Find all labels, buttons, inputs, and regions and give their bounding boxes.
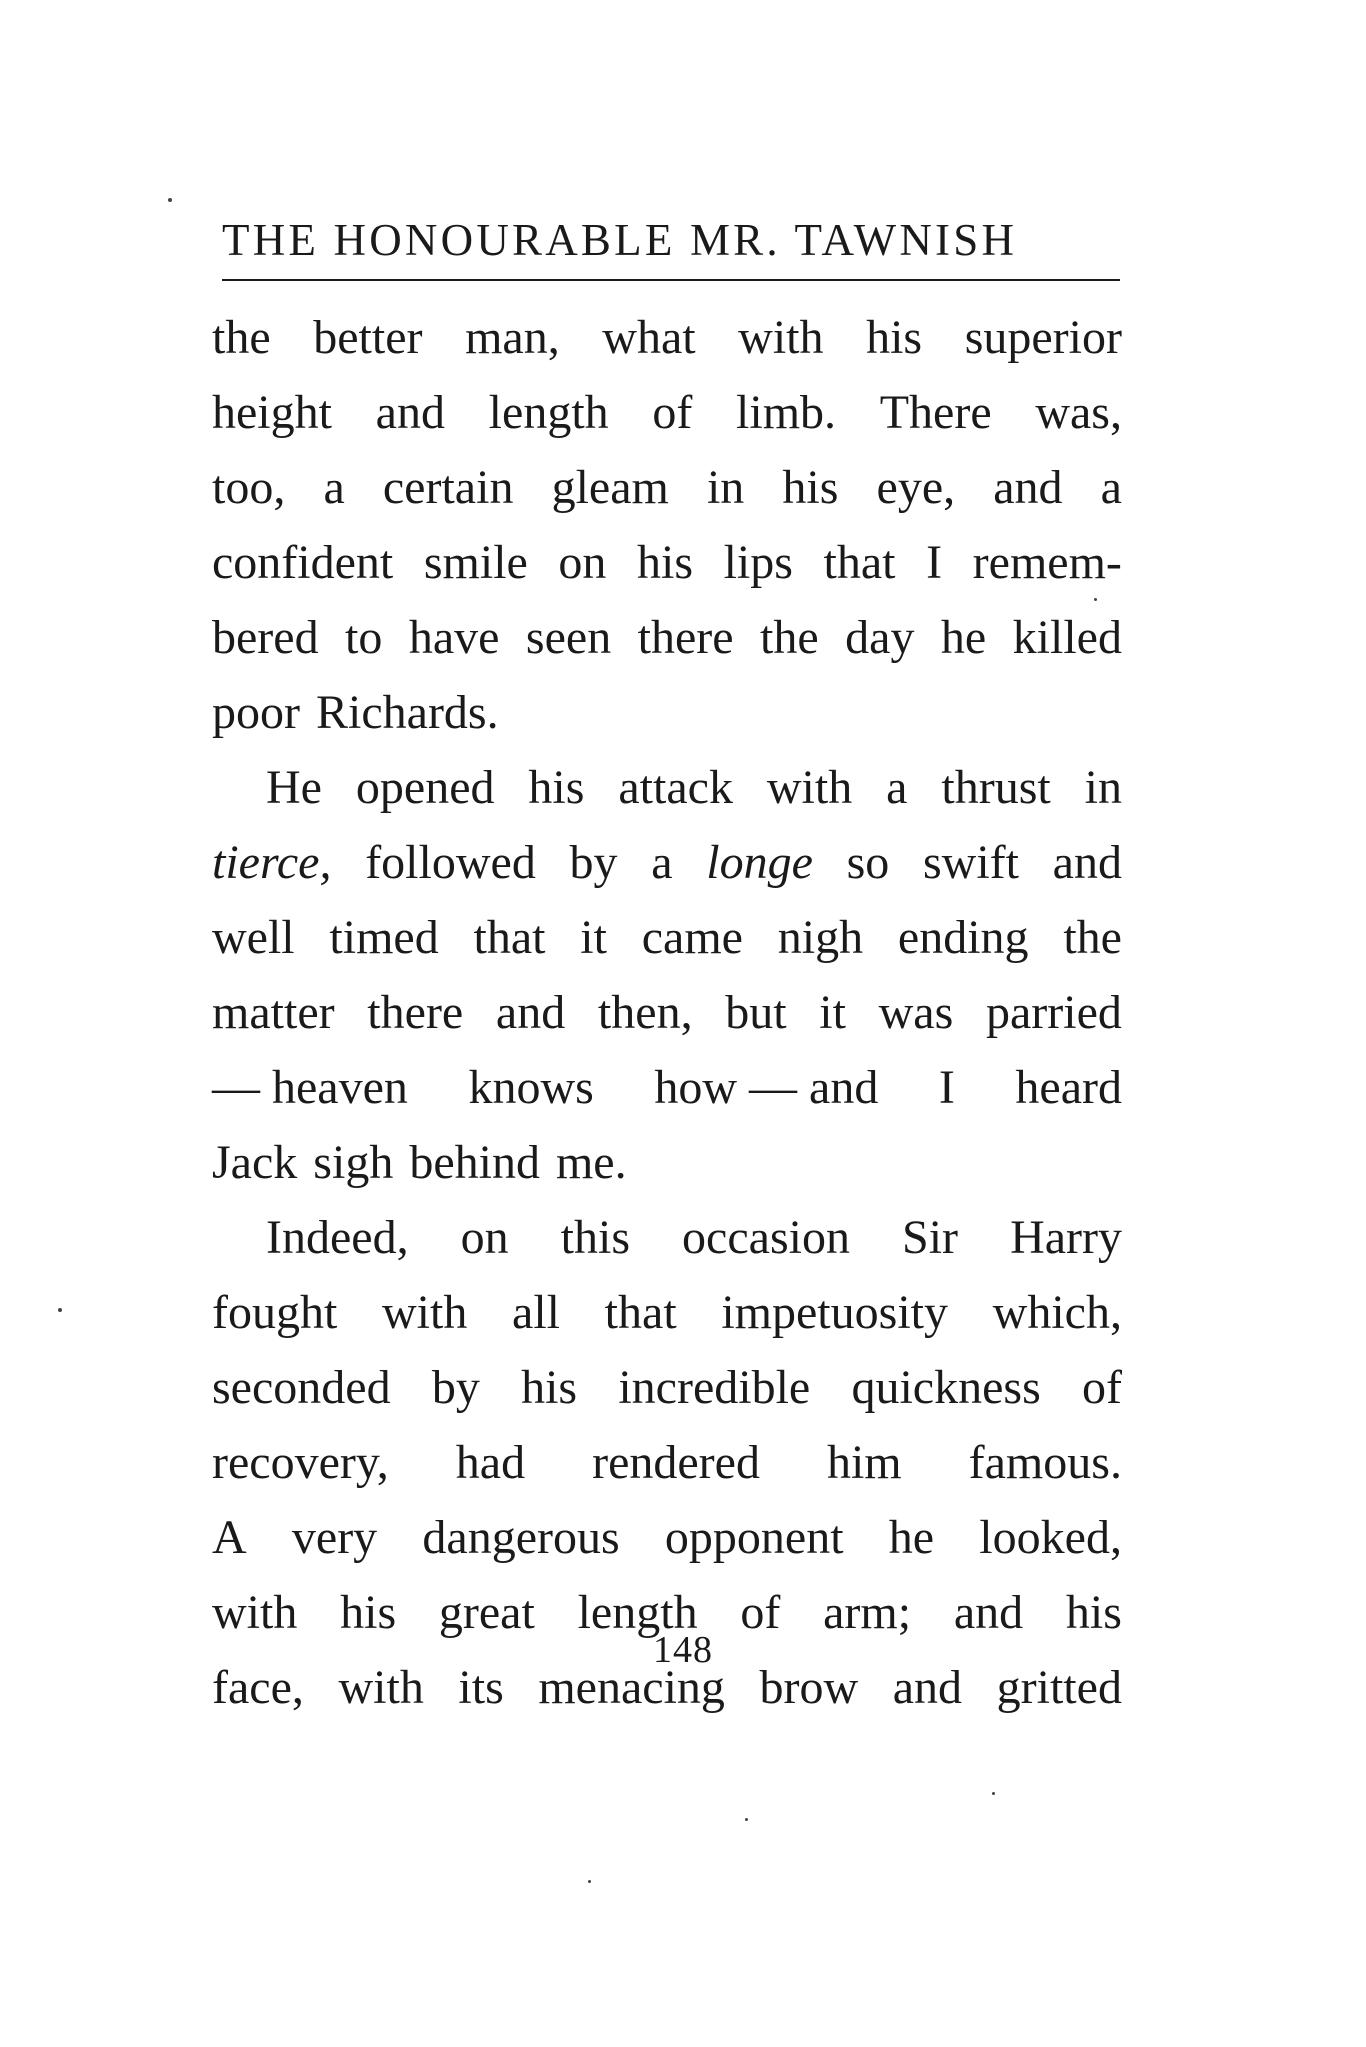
word: the (1063, 911, 1122, 964)
word: Sir (902, 1211, 959, 1264)
word: superior (964, 311, 1122, 364)
word: killed (1012, 611, 1122, 664)
word: came (641, 911, 743, 964)
word: famous. (968, 1436, 1122, 1489)
word: rendered (592, 1436, 760, 1489)
word: dangerous (422, 1511, 620, 1564)
word: swift (922, 836, 1019, 889)
word: have (408, 611, 500, 664)
word: arm; (823, 1586, 912, 1639)
word: his (637, 536, 694, 589)
word: better (313, 311, 423, 364)
word: behind (409, 1136, 540, 1189)
word: its (458, 1661, 504, 1714)
text-line (212, 375, 1122, 451)
word: longe (706, 836, 813, 889)
word: on (558, 536, 607, 589)
word: with (338, 1661, 424, 1714)
word: of (652, 386, 693, 439)
word: there (367, 986, 464, 1039)
text-line (212, 1350, 1122, 1426)
word: and (375, 386, 445, 439)
word: by (431, 1361, 480, 1414)
paper-speck (168, 198, 172, 202)
text-line (212, 1425, 1122, 1501)
word: how — and (654, 1061, 879, 1114)
word: knows (468, 1061, 594, 1114)
text-line (212, 450, 1122, 526)
text-line (212, 600, 1122, 676)
header-rule (222, 279, 1120, 281)
text-line (212, 1125, 1122, 1201)
word: too, (212, 461, 286, 514)
word: seconded (212, 1361, 391, 1414)
word: and (1052, 836, 1122, 889)
word: great (438, 1586, 535, 1639)
word: me. (555, 1136, 627, 1189)
word: height (212, 386, 332, 439)
word: I (938, 1061, 955, 1114)
word: to (345, 611, 383, 664)
word: and (495, 986, 566, 1039)
word: his (782, 461, 839, 514)
word: seen (525, 611, 612, 664)
word: with (738, 311, 824, 364)
word: had (455, 1436, 526, 1489)
word: occasion (682, 1211, 850, 1264)
word: timed (329, 911, 439, 964)
paper-speck (992, 1792, 995, 1795)
word: recovery, (212, 1436, 389, 1489)
word: which, (992, 1286, 1122, 1339)
word: his (866, 311, 923, 364)
word: was (878, 986, 954, 1039)
word: incredible (618, 1361, 811, 1414)
word: of (1082, 1361, 1122, 1414)
text-line (212, 1050, 1122, 1126)
word: a (651, 836, 673, 889)
word: a (323, 461, 345, 514)
word: with (382, 1286, 468, 1339)
word: it (580, 911, 607, 964)
word: Harry (1010, 1211, 1122, 1264)
word: gritted (996, 1661, 1122, 1714)
word: with (766, 761, 853, 814)
word: length (488, 386, 609, 439)
word: He (266, 761, 322, 814)
word: and (953, 1586, 1024, 1639)
word: in (1084, 761, 1122, 814)
word: confident (212, 536, 394, 589)
word: certain (382, 461, 514, 514)
word: heard (1015, 1061, 1122, 1114)
word: length (577, 1586, 698, 1639)
text-line (212, 1275, 1122, 1351)
word: ending (897, 911, 1029, 964)
word: he (940, 611, 987, 664)
word: a (886, 761, 908, 814)
running-head: THE HONOURABLE MR. TAWNISH (222, 215, 1018, 265)
word: There (879, 386, 992, 439)
word: the (212, 311, 271, 364)
word: thrust (941, 761, 1051, 814)
word: day (845, 611, 915, 664)
word: well (212, 911, 295, 964)
word: eye, (876, 461, 956, 514)
paper-speck (745, 1818, 748, 1821)
paper-speck (58, 1308, 62, 1312)
word: quickness (851, 1361, 1041, 1414)
word: lips (723, 536, 793, 589)
text-line (212, 525, 1122, 601)
text-line (212, 900, 1122, 976)
word: remem- (972, 536, 1122, 589)
word: all (512, 1286, 560, 1339)
word: it (819, 986, 846, 1039)
word: and (892, 1661, 963, 1714)
word: Richards. (315, 686, 499, 739)
word: that (473, 911, 546, 964)
word: Indeed, (266, 1211, 409, 1264)
word: gleam (551, 461, 669, 514)
word: and (993, 461, 1063, 514)
text-line (212, 675, 1122, 751)
word: very (291, 1511, 378, 1564)
paper-speck (1094, 598, 1097, 601)
text-line (212, 300, 1122, 376)
word: brow (759, 1661, 859, 1714)
text-line (212, 825, 1122, 901)
word: A (212, 1511, 247, 1564)
word: poor (212, 686, 300, 739)
word: that (823, 536, 896, 589)
word: followed (365, 836, 536, 889)
page-number: 148 (653, 1629, 713, 1671)
word: smile (423, 536, 528, 589)
word: looked, (979, 1511, 1122, 1564)
word: of (740, 1586, 781, 1639)
word: attack (618, 761, 733, 814)
word: opponent (664, 1511, 844, 1564)
word: by (569, 836, 618, 889)
word: the (760, 611, 819, 664)
word: his (528, 761, 585, 814)
word: sigh (313, 1136, 394, 1189)
text-line (212, 975, 1122, 1051)
word: I (926, 536, 943, 589)
word: a (1100, 461, 1122, 514)
text-line (212, 1200, 1122, 1276)
word: impetuosity (721, 1286, 948, 1339)
word: matter (212, 986, 335, 1039)
word: was, (1035, 386, 1122, 439)
word: he (888, 1511, 935, 1564)
word: — heaven (212, 1061, 408, 1114)
word: parried (985, 986, 1122, 1039)
word: there (637, 611, 734, 664)
word: tierce, (212, 836, 332, 889)
word: fought (212, 1286, 338, 1339)
paper-speck (588, 1880, 591, 1883)
text-line (212, 750, 1122, 826)
word: Jack (212, 1136, 298, 1189)
word: his (1065, 1586, 1122, 1639)
word: opened (355, 761, 495, 814)
word: with (212, 1586, 298, 1639)
word: his (521, 1361, 578, 1414)
word: then, (597, 986, 693, 1039)
word: face, (212, 1661, 304, 1714)
word: on (460, 1211, 509, 1264)
word: man, (465, 311, 560, 364)
text-line (212, 1500, 1122, 1576)
word: bered (212, 611, 319, 664)
word: him (826, 1436, 902, 1489)
word: nigh (777, 911, 864, 964)
word: but (725, 986, 787, 1039)
word: this (560, 1211, 631, 1264)
word: his (340, 1586, 397, 1639)
word: that (604, 1286, 677, 1339)
word: so (846, 836, 890, 889)
word: in (706, 461, 745, 514)
word: what (602, 311, 696, 364)
word: limb. (736, 386, 837, 439)
word: menacing (538, 1661, 725, 1714)
